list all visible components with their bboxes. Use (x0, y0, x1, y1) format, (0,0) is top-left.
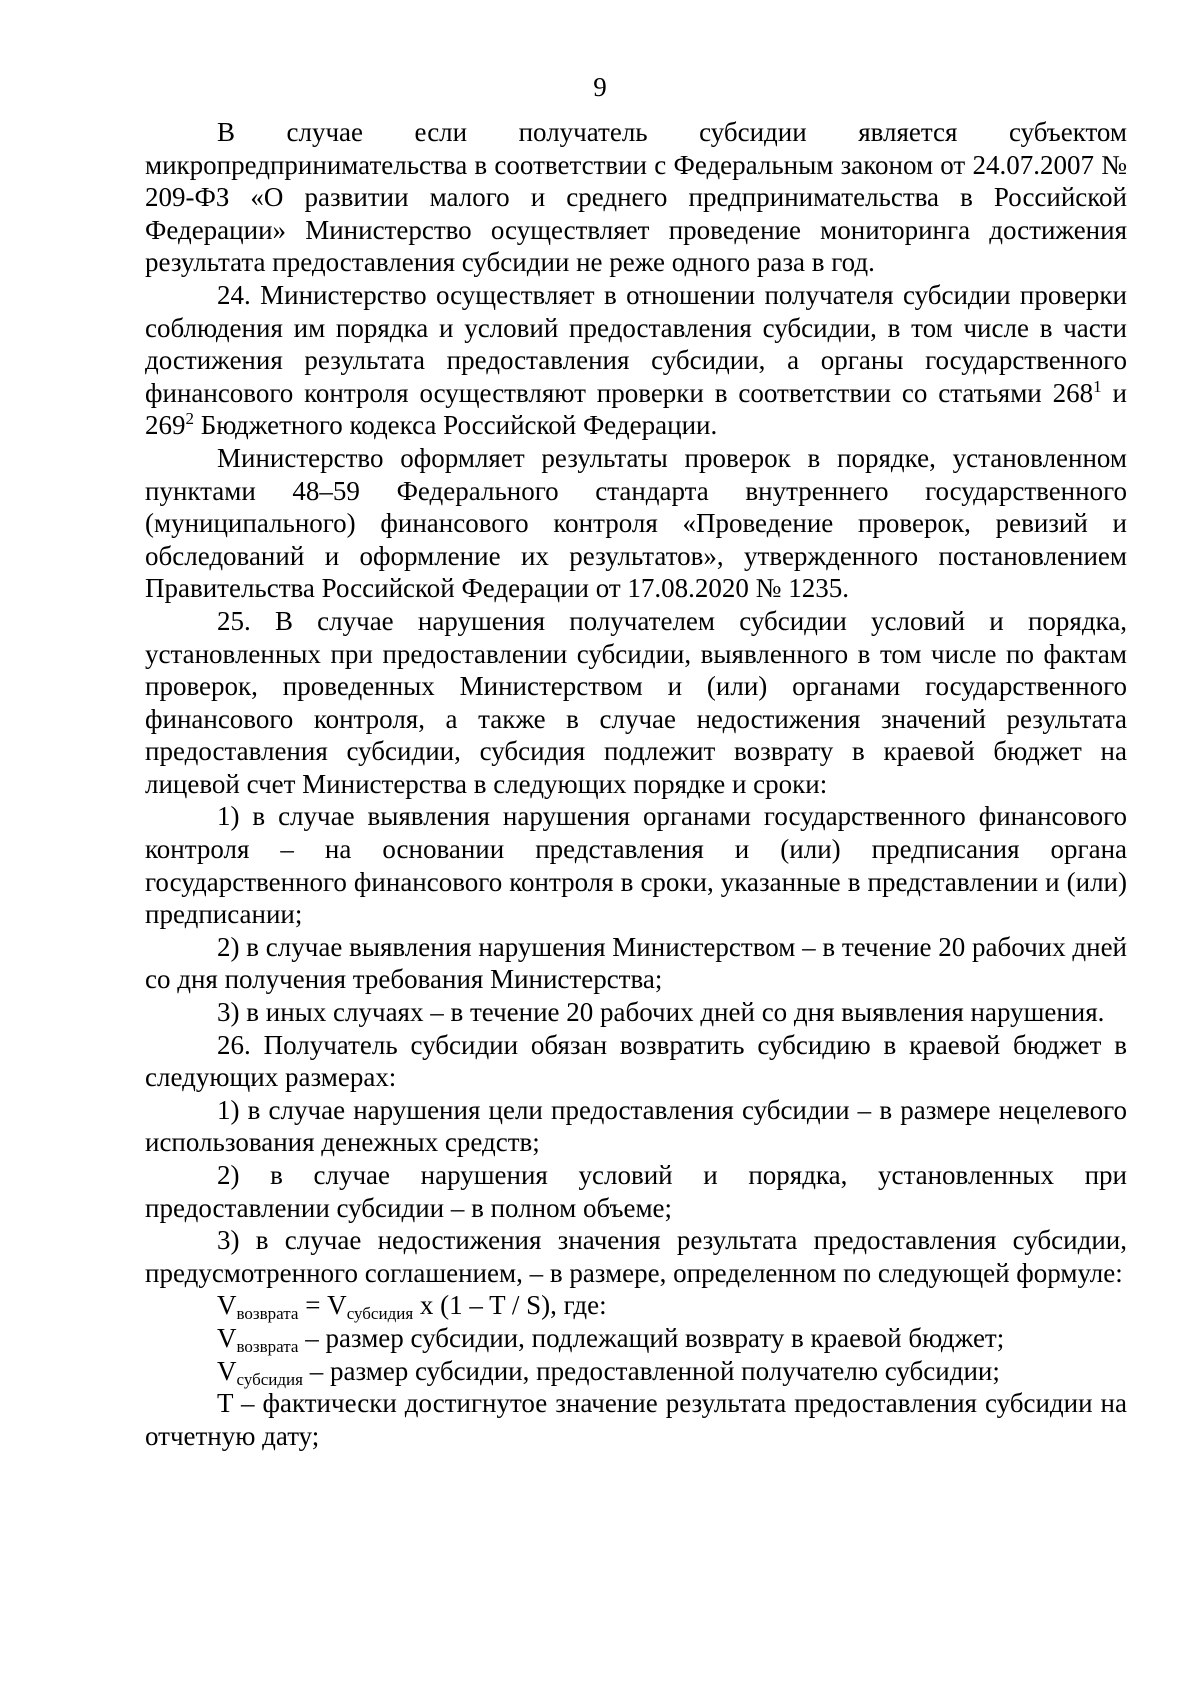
list-item-25-2: 2) в случае выявления нарушения Министерством – в течение 20 рабочих дней со дня получения требования Министерства; (145, 931, 1127, 995)
definition-v-refund (145, 1322, 1127, 1355)
formula-sub-subsidy: субсидия (346, 1304, 414, 1324)
definition-v-subsidy-symbol: V (217, 1355, 237, 1386)
list-item-26-1: 1) в случае нарушения цели предоставления субсидии – в размере нецелевого использования денежных средств; (145, 1094, 1127, 1158)
definition-v-subsidy (145, 1355, 1127, 1388)
formula-rest: x (1 – T / S), где: (413, 1290, 607, 1321)
paragraph-26: 26. Получатель субсидии обязан возвратить субсидию в краевой бюджет в следующих размерах: (145, 1029, 1127, 1093)
definition-v-subsidy-sub: субсидия (236, 1369, 303, 1389)
page-number: 9 (593, 72, 607, 102)
formula-equals: = V (298, 1290, 347, 1321)
formula-sub-refund: возврата (236, 1304, 299, 1324)
definition-t: T – фактически достигнутое значение результата предоставления субсидии на отчетную дату; (145, 1388, 1127, 1451)
paragraph-monitoring: В случае если получатель субсидии является субъектом микропредпринимательства в соответствии с Федеральным законом от 24.07.2007 № 209-ФЗ «О развитии малого и среднего предпринимательства в Российской Федерации» Министерство осуществляет проведение мониторинга достижения результата предоставления субсидии не реже одного раза в год. (145, 117, 1127, 278)
refund-formula (145, 1289, 1127, 1322)
paragraph-24 (145, 279, 1127, 442)
list-item-25-3: 3) в иных случаях – в течение 20 рабочих дней со дня выявления нарушения. (217, 997, 1105, 1028)
document-body (145, 116, 1127, 1452)
definition-v-subsidy-text: – размер субсидии, предоставленной получателю субсидии; (302, 1355, 1000, 1386)
paragraph-24-text-start: 24. Министерство осуществляет в отношении получателя субсидии проверки соблюдения им порядка и условий предоставления субсидии, в том числе в части достижения результата предоставления субсидии, а органы государственного финансового контроля осуществляют проверки в соответствии со статьями 268 (145, 279, 1127, 408)
paragraph-inspection-results: Министерство оформляет результаты проверок в порядке, установленном пунктами 48–59 Федерального стандарта внутреннего государственного (муниципального) финансового контроля «Проведение проверок, ревизий и обследований и оформление их результатов», утвержденного постановлением Правительства Российской Федерации от 17.08.2020 № 1235. (145, 442, 1127, 604)
list-item-26-3: 3) в случае недостижения значения результата предоставления субсидии, предусмотренного соглашением, – в размере, определенном по следующей формуле: (145, 1225, 1127, 1288)
definition-v-refund-symbol: V (217, 1322, 237, 1353)
formula-v-refund: V (217, 1290, 237, 1321)
paragraph-24-text-end: Бюджетного кодекса Российской Федерации. (194, 410, 718, 441)
definition-v-refund-sub: возврата (236, 1336, 299, 1356)
paragraph-25: 25. В случае нарушения получателем субсидии условий и порядка, установленных при предоставлении субсидии, выявленного в том числе по фактам проверок, проведенных Министерством и (или) органами государственного финансового контроля, а также в случае недостижения значений результата предоставления субсидии, субсидия подлежит возврату в краевой бюджет на лицевой счет Министерства в следующих порядке и сроки: (145, 605, 1127, 799)
definition-v-refund-text: – размер субсидии, подлежащий возврату в краевой бюджет; (298, 1322, 1005, 1353)
superscript-1: 1 (1093, 376, 1102, 396)
list-item-26-2: 2) в случае нарушения условий и порядка, установленных при предоставлении субсидии – в полном объеме; (145, 1160, 1127, 1223)
paragraph-24-text-mid: и 269 (145, 377, 1127, 441)
superscript-2: 2 (185, 409, 194, 429)
list-item-25-1: 1) в случае выявления нарушения органами государственного финансового контроля – на основании представления и (или) предписания органа государственного финансового контроля в сроки, указанные в представлении и (или) предписании; (145, 801, 1127, 930)
